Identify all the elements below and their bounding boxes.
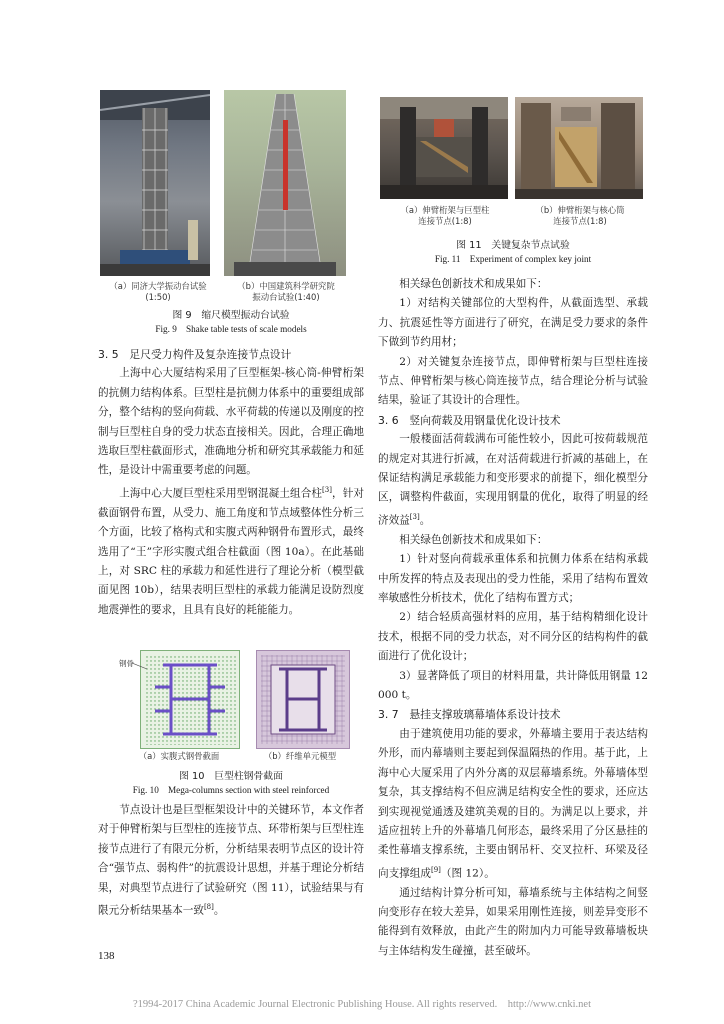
green1-intro: 相关绿色创新技术和成果如下： [399,278,548,290]
sec36-text-end: 。 [419,514,431,527]
fig10b-fiber-model [256,650,350,749]
page-number: 138 [98,950,115,962]
sec37-citation: [9] [430,865,441,874]
fig10a-caption: （a）实腹式钢骨截面 [138,751,220,761]
fig11-title-en: Fig. 11 Experiment of complex key joint [434,254,592,264]
section-3-6-heading: 3. 6 竖向荷载及用钢量优化设计技术 [378,413,561,427]
sec36-citation: [3] [409,512,420,521]
section-3-7-paragraph-1 [378,725,648,884]
fig11b-caption-line2: 连接节点(1:8) [553,216,607,226]
section-3-5-paragraph-2 [98,481,364,620]
green1-item-1: 1）对结构关键部位的大型构件，从截面选型、承载力、抗震延性等方面进行了研究，在满足受力要求的条件下做到节约用材； [378,297,648,349]
shake-table-tower-graphic [100,90,210,276]
p2-citation: [3] [322,485,332,494]
fig11b-photo [515,97,643,199]
p2-text-b: ，针对截面钢骨布置，从受力、施工角度和节点域整体性分析三个方面，比较了格构式和实腹式两种钢骨布置形式，最终选用了“王”字形实腹式组合柱截面（图 10a）。在此基础上，对 SRC 柱的承载力和延性进行了理论分析（模型截面见图 10b），结果表明巨型柱的承载力能满足设防烈度地震弹性的要求，且具有良好的耗能能力。 [98,487,364,616]
fig10a-section-drawing [140,650,240,749]
fig10b-caption: （b）纤维单元模型 [263,751,337,761]
nodes-text: 节点设计也是巨型框架设计中的关键环节，本文作者对于伸臂桁架与巨型柱的连接节点、环带桁架与巨型柱连接节点进行了有限元分析，分析结果表明节点区的设计符合“强节点、弱构件”的抗震设计思想，并基于理论分析结果，对典型节点进行了试验研究（图 11），试验结果与有限元分析结果基本一致 [98,804,364,917]
fig10-title-en: Fig. 10 Mega-columns section with steel reinforced [132,785,330,795]
p2-text-a: 上海中心大厦巨型柱采用型钢混凝土组合柱 [119,487,323,500]
fig9b-caption [222,281,350,303]
fig11b-caption-line1: （b）伸臂桁架与核心筒 [535,205,625,215]
section-3-7-paragraph-2: 通过结构计算分析可知，幕墙系统与主体结构之间竖向变形存在较大差异，如果采用刚性连接，则差异变形不能得到有效释放，由此产生的附加内力可能导致幕墙板块与主体结构发生碰撞，甚至破坏。 [378,886,648,957]
fig11a-photo [380,97,508,199]
fig11a-caption-line2: 连接节点(1:8) [418,216,472,226]
fig11a-caption-line1: （a）伸臂桁架与巨型柱 [400,205,490,215]
tapered-tower-model-graphic [224,90,346,276]
section-3-7-heading: 3. 7 悬挂支撑玻璃幕墙体系设计技术 [378,708,561,722]
green2-item-2: 2）结合轻质高强材料的应用，基于结构精细化设计技术，根据不同的受力状态，对不同分区的结构构件的截面进行了优化设计； [378,611,648,663]
nodes-text-end: 。 [213,904,225,917]
nodes-citation: [8] [203,903,214,912]
fig11-title-cn: 图 11 关键复杂节点试验 [456,240,570,251]
fig11a-caption [380,205,510,227]
fig9a-caption-line1: （a）同济大学振动台试验 [109,281,207,291]
section-3-5-paragraph-1: 上海中心大厦结构采用了巨型框架-核心筒-伸臂桁架的抗侧力结构体系。巨型柱是抗侧力体系中的重要组成部分，整个结构的竖向荷载、水平荷载的传递以及刚度的控制与巨型柱自身的受力状态直接相关。因此，合理正确地选取巨型柱截面形式，准确地分析和研究其承载能力和延性，是设计中需重要考虑的问题。 [98,367,364,477]
fig9a-caption-line2: (1:50) [145,292,171,302]
fiber-mesh-graphic [257,651,349,748]
core-wall-joint-test-graphic [515,97,643,199]
fig9b-caption-line1: （b）中国建筑科学研究院 [237,281,335,291]
green2-item-1: 1）针对竖向荷载承重体系和抗侧力体系在结构承载中所发挥的特点及表现出的受力性能，采用了结构布置效率敏感性分析技术，优化了结构布置方式； [378,553,648,605]
fig10-steel-label: 钢骨 [119,659,134,668]
section-3-5-heading: 3. 5 足尺受力构件及复杂连接节点设计 [98,348,292,361]
fig9a-caption [98,281,218,303]
green2-intro: 相关绿色创新技术和成果如下： [399,533,548,546]
fig9b-photo [224,90,346,276]
section-3-6-paragraph [378,430,648,531]
fig9-title-en: Fig. 9 Shake table tests of scale models [155,324,307,334]
fig11b-caption [514,205,646,227]
fig9a-photo [100,90,210,276]
sec37-text: 由于建筑使用功能的要求，外幕墙主要用于表达结构外形，而内幕墙则主要起到保温隔热的作用。基于此，上海中心大厦采用了内外分离的双层幕墙系统。外幕墙体型复杂，其支撑结构不但应满足结构安全性的要求，还应达到实现视觉通透及建筑美观的目的。为满足以上要求，并适应扭转上升的外幕墙几何形态，最终采用了分区悬挂的柔性幕墙支撑系统，主要由钢吊杆、交叉拉杆、环梁及径向支撑组成 [378,727,648,880]
sec36-text: 一般楼面活荷载满布可能性较小，因此可按荷载规范的规定对其进行折减，在对活荷载进行折减的基础上，在保证结构满足承载能力和变形要求的前提下，细化模型分区，调整构件截面，实现用钢量的优化，取得了明显的经济效益 [378,433,648,527]
nodes-paragraph [98,801,364,921]
copyright-footer: ?1994-2017 China Academic Journal Electronic Publishing House. All rights reserved. http://www.cnki.net [132,999,592,1010]
green1-item-2: 2）对关键复杂连接节点，即伸臂桁架与巨型柱连接节点、伸臂桁架与核心筒连接节点，结合理论分析与试验结果，验证了其设计的合理性。 [378,355,648,407]
fig9-title-cn: 图 9 缩尺模型振动台试验 [172,310,290,321]
green2-item-3: 3）显著降低了项目的材料用量，共计降低用钢量 12 000 t。 [378,669,648,702]
outrigger-joint-test-graphic [380,97,508,199]
sec37-text-end: （图 12）。 [440,867,495,880]
fig10-title-cn: 图 10 巨型柱钢骨截面 [179,771,283,782]
steel-section-graphic [141,651,239,748]
steel-label-leader [132,661,148,671]
fig9b-caption-line2: 振动台试验(1:40) [252,292,320,302]
